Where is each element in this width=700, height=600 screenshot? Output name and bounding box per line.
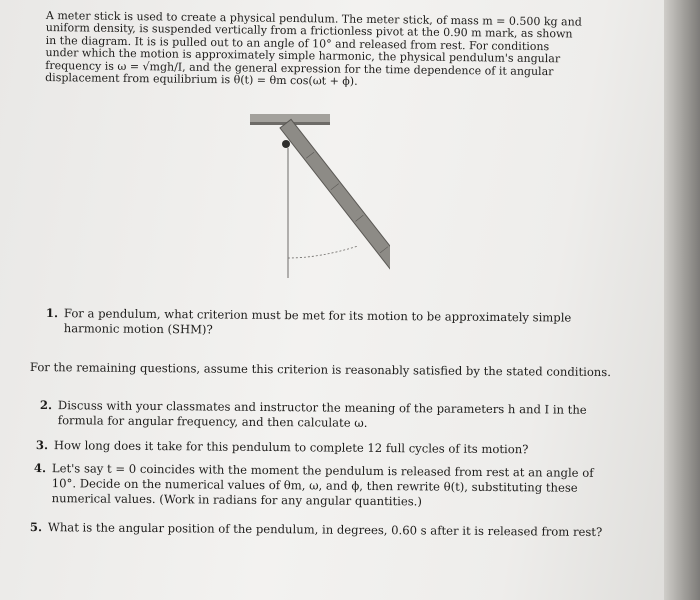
note-line: For the remaining questions, assume this criterion is reasonably satisfied by the stated conditions. (29, 360, 612, 380)
question-2: 2. Discuss with your classmates and instructor the meaning of the parameters h and I in the formula for angular frequency, and then calculate ω. (39, 398, 587, 430)
page-edge-shadow (664, 0, 700, 600)
intro-paragraph: A meter stick is used to create a physical pendulum. The meter stick, of mass m = 0.500 kg and uniform density, is suspended vertically from a frictionless pivot at the 0.90 m mark, as shown in the diagram. It is is pulled out to an angle of 10° and released from rest. For conditions under which the motion is approximately simple harmonic, the physical pendulum's angular frequency is ω = √mgh/I, and the general expression for the time dependence of it angular displacement from equilibrium is θ(t) = θm cos(ωt + ϕ). (45, 9, 582, 88)
question-3: 3. How long does it take for this pendulum to complete 12 full cycles of its motion? (35, 438, 529, 457)
swing-arc (288, 246, 358, 258)
question-4: 4. Let's say t = 0 coincides with the moment the pendulum is released from rest at an angle of 10°. Decide on the numerical values of θm, ω, and ϕ, then rewrite θ(t), substituting these numerical values. (Work in radians for any angular quantities.) (33, 461, 594, 509)
meter-stick (280, 119, 390, 285)
question-1: 1. For a pendulum, what criterion must be met for its motion to be approximately simple harmonic motion (SHM)? (45, 306, 572, 337)
pendulum-diagram (240, 108, 390, 288)
question-5: 5. What is the angular position of the pendulum, in degrees, 0.60 s after it is released from rest? (29, 520, 603, 539)
pivot-point (282, 140, 290, 148)
